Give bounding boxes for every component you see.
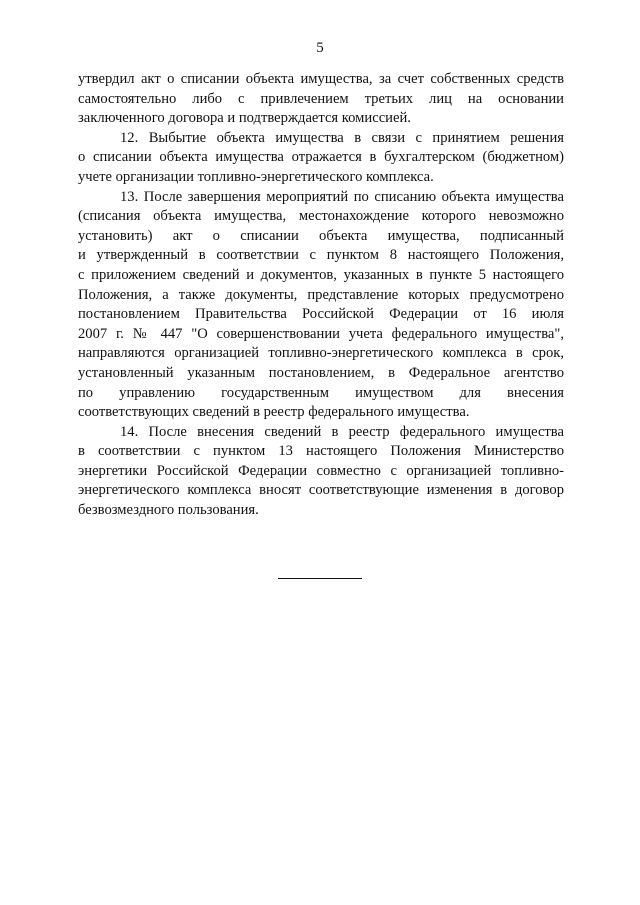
text-line: о списании объекта имущества отражается в бухгалтерском (бюджетном) <box>78 149 564 166</box>
text-line: установленный указанным постановлением, в Федеральное агентство <box>78 364 564 381</box>
text-line: 2007 г. № 447 "О совершенствовании учета федерального имущества", <box>78 325 564 342</box>
text-line: постановлением Правительства Российской Федерации от 16 июля <box>78 306 564 323</box>
text-line: соответствующих сведений в реестр федерального имущества. <box>78 404 470 421</box>
text-line: 13. После завершения мероприятий по списанию объекта имущества <box>120 188 564 205</box>
text-line: утвердил акт о списании объекта имущества, за счет собственных средств <box>78 71 564 87</box>
text-line: установить) акт о списании объекта имущества, подписанный <box>78 227 564 244</box>
text-line: самостоятельно либо с привлечением третьих лиц на основании <box>78 90 564 107</box>
text-line: энергетики Российской Федерации совместно с организацией топливно- <box>78 462 564 479</box>
text-line: заключенного договора и подтверждается комиссией. <box>78 110 411 127</box>
text-line: 12. Выбытие объекта имущества в связи с принятием решения <box>120 129 564 146</box>
paragraph-item-12 <box>78 129 564 188</box>
text-line: 14. После внесения сведений в реестр федерального имущества <box>120 423 564 440</box>
page-number: 5 <box>316 40 324 56</box>
paragraph-item-13 <box>78 188 564 423</box>
text-line: направляются организацией топливно-энергетического комплекса в срок, <box>78 345 564 362</box>
text-line: безвозмездного пользования. <box>78 502 259 519</box>
text-line: с приложением сведений и документов, указанных в пункте 5 настоящего <box>78 266 564 283</box>
text-line: в соответствии с пунктом 13 настоящего Положения Министерство <box>78 443 564 460</box>
paragraph-item-14 <box>78 423 564 521</box>
end-of-document-rule <box>278 578 362 579</box>
text-line: (списания объекта имущества, местонахождение которого невозможно <box>78 208 564 225</box>
text-line: учете организации топливно-энергетического комплекса. <box>78 168 434 185</box>
text-line: и утвержденный в соответствии с пунктом 8 настоящего Положения, <box>78 247 564 264</box>
text-line: Положения, а также документы, представление которых предусмотрено <box>78 286 564 303</box>
document-body <box>78 70 564 521</box>
text-line: энергетического комплекса вносят соответствующие изменения в договор <box>78 482 564 499</box>
text-line: по управлению государственным имуществом для внесения <box>78 384 564 401</box>
paragraph-continuation <box>78 70 564 129</box>
